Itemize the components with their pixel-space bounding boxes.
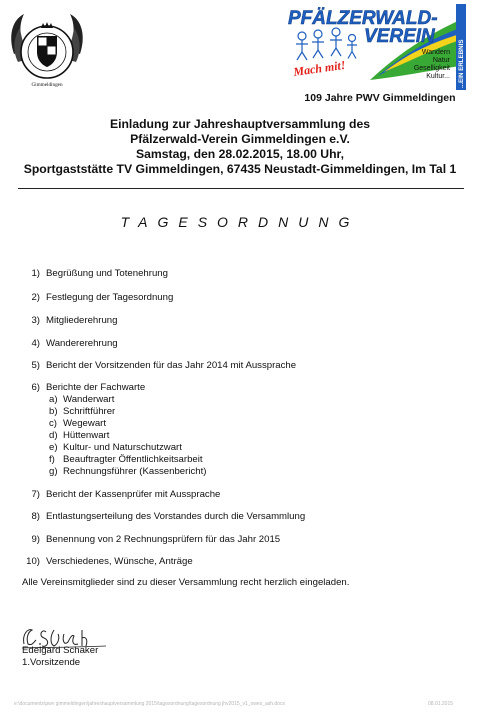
header-line-2: Pfälzerwald-Verein Gimmeldingen e.V. xyxy=(130,132,350,146)
agenda-item-text: Berichte der Fachwarte xyxy=(46,382,146,393)
agenda-item xyxy=(22,338,118,349)
subitem-letter: d) xyxy=(49,430,58,441)
subitem-letter: a) xyxy=(49,394,58,405)
agenda-item-text: Bericht der Kassenprüfer mit Aussprache xyxy=(46,489,221,500)
agenda-item-number: 10) xyxy=(26,556,40,567)
agenda-item xyxy=(22,268,168,279)
header-divider xyxy=(18,188,464,189)
signatory-name: Edelgard Schaker xyxy=(22,645,99,656)
subitem-text: Beauftragter Öffentlichkeitsarbeit xyxy=(63,454,203,465)
subitem-text: Wegewart xyxy=(63,418,107,429)
agenda-item-text: Begrüßung und Totenehrung xyxy=(46,268,168,279)
agenda-item-text: Mitgliederehrung xyxy=(46,315,118,326)
agenda-subitem xyxy=(49,454,203,465)
pwv-tag-natur: Natur xyxy=(432,57,450,64)
agenda-item xyxy=(22,360,296,371)
agenda-item-text: Entlastungserteilung des Vorstandes durch die Versammlung xyxy=(46,511,306,522)
agenda-item-number: 8) xyxy=(31,511,40,522)
subitem-text: Rechnungsführer (Kassenbericht) xyxy=(63,466,207,477)
subitem-text: Kultur- und Naturschutzwart xyxy=(63,442,182,453)
pwv-logo xyxy=(284,2,468,92)
header-line-3: Samstag, den 28.02.2015, 18.00 Uhr, xyxy=(136,147,344,161)
agenda-subitem xyxy=(49,418,106,429)
agenda-item-number: 7) xyxy=(31,489,40,500)
pwv-tag-wandern: Wandern xyxy=(421,49,450,56)
invitation-header xyxy=(0,117,480,177)
pwv-tag-kultur: Kultur... xyxy=(426,73,450,80)
subitem-text: Hüttenwart xyxy=(63,430,110,441)
header-line-1: Einladung zur Jahreshauptversammlung des xyxy=(109,117,371,131)
agenda-item xyxy=(22,511,305,522)
agenda-item-text: Verschiedenes, Wünsche, Anträge xyxy=(46,556,193,567)
club-seal-logo xyxy=(4,6,90,92)
agenda-item-number: 9) xyxy=(31,534,40,545)
subitem-letter: b) xyxy=(49,406,58,417)
subitem-letter: e) xyxy=(49,442,58,453)
pwv-title-line2: VEREIN xyxy=(364,26,435,47)
agenda-item-number: 2) xyxy=(31,292,40,303)
header-line-4: Sportgaststätte TV Gimmeldingen, 67435 Neustadt-Gimmeldingen, Im Tal 1 xyxy=(23,162,457,176)
agenda-title: TAGESORDNUNG xyxy=(120,214,360,230)
subitem-text: Wanderwart xyxy=(63,394,115,405)
svg-text:Gimmeldingen: Gimmeldingen xyxy=(31,82,63,88)
subitem-letter: f) xyxy=(49,454,55,465)
agenda-item-number: 6) xyxy=(31,382,40,393)
subitem-letter: c) xyxy=(49,418,57,429)
agenda-item-text: Wandererehrung xyxy=(46,338,118,349)
agenda-item xyxy=(22,556,193,567)
footer-date: 08.01.2015 xyxy=(428,701,454,707)
anniversary-caption: 109 Jahre PWV Gimmeldingen xyxy=(304,92,456,104)
agenda-item-text: Benennung von 2 Rechnungsprüfern für das Jahr 2015 xyxy=(46,534,281,545)
agenda-item xyxy=(22,315,117,326)
pwv-slogan: Mach mit! xyxy=(292,57,347,79)
agenda-item xyxy=(22,292,173,303)
agenda-subitem xyxy=(49,430,109,441)
signatory-role: 1.Vorsitzende xyxy=(22,657,81,668)
subitem-text: Schriftführer xyxy=(63,406,116,417)
agenda-subitem xyxy=(49,406,115,417)
agenda-item-number: 4) xyxy=(31,338,40,349)
agenda-subitem xyxy=(49,466,206,477)
agenda-item xyxy=(22,382,145,393)
agenda-item xyxy=(22,534,280,545)
subitem-letter: g) xyxy=(49,466,58,477)
footer-file-path: e:\documents\pwv gimmeldingen\jahreshauptversammlung 2015\tagesordnung\tagesordnung jhv2015_v1_owes_ash.docx xyxy=(14,701,286,707)
pwv-vertical-text: ...EIN ERLEBNIS xyxy=(458,39,465,88)
agenda-item-text: Festlegung der Tagesordnung xyxy=(46,292,174,303)
pwv-tag-geselligkeit: Geselligkeit xyxy=(413,65,450,72)
agenda-item-number: 5) xyxy=(31,360,40,371)
agenda-subitem xyxy=(49,442,182,453)
agenda-subitem xyxy=(49,394,114,405)
closing-sentence: Alle Vereinsmitglieder sind zu dieser Versammlung recht herzlich eingeladen. xyxy=(22,577,350,588)
agenda-item-number: 3) xyxy=(31,315,40,326)
agenda-item xyxy=(22,489,220,500)
agenda-item-number: 1) xyxy=(31,268,40,279)
agenda-item-text: Bericht der Vorsitzenden für das Jahr 2014 mit Aussprache xyxy=(46,360,297,371)
pwv-title-line1: PFÄLZERWALD- xyxy=(288,8,438,29)
